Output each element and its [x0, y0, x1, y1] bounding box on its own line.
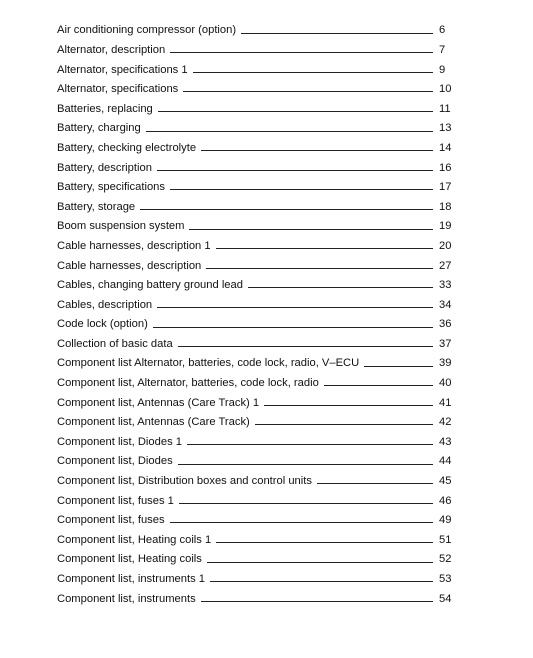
toc-leader-line	[206, 268, 433, 269]
toc-entry[interactable]	[57, 17, 459, 37]
toc-entry-page-number: 39	[439, 357, 452, 370]
toc-entry-title: Alternator, specifications	[57, 83, 179, 96]
toc-entry-page-number: 14	[439, 141, 452, 154]
toc-entry-title: Battery, description	[57, 161, 152, 174]
table-of-contents	[57, 17, 459, 605]
toc-entry[interactable]	[57, 546, 459, 566]
toc-entry[interactable]	[57, 135, 459, 155]
toc-entry-title: Alternator, description	[57, 43, 166, 56]
toc-entry-page-number: 40	[439, 377, 452, 390]
toc-entry[interactable]	[57, 468, 459, 488]
toc-entry-title: Air conditioning compressor (option)	[57, 24, 237, 37]
toc-entry-page-number: 7	[439, 43, 446, 56]
toc-entry-title: Component list, Antennas (Care Track)	[57, 416, 250, 429]
toc-entry-title: Alternator, specifications 1	[57, 63, 188, 76]
toc-entry-title: Component list, Distribution boxes and control units	[57, 475, 312, 488]
toc-entry-page-number: 54	[439, 592, 452, 605]
toc-entry-title: Collection of basic data	[57, 337, 173, 350]
toc-entry-page-number: 41	[439, 396, 452, 409]
toc-leader-line	[193, 72, 433, 73]
toc-entry-page-number: 13	[439, 122, 452, 135]
toc-entry-title: Component list, instruments	[57, 592, 196, 605]
toc-entry-title: Cable harnesses, description	[57, 259, 202, 272]
toc-entry-title: Component list, instruments 1	[57, 573, 205, 586]
toc-entry-page-number: 17	[439, 181, 452, 194]
toc-entry[interactable]	[57, 272, 459, 292]
toc-entry-title: Component list, Heating coils 1	[57, 533, 212, 546]
toc-entry-title: Component list Alternator, batteries, code lock, radio, V–ECU	[57, 357, 360, 370]
toc-entry-page-number: 10	[439, 83, 452, 96]
toc-leader-line	[201, 601, 433, 602]
toc-entry[interactable]	[57, 37, 459, 57]
toc-leader-line	[207, 562, 433, 563]
toc-leader-line	[179, 503, 433, 504]
toc-leader-line	[170, 189, 433, 190]
toc-leader-line	[210, 581, 433, 582]
toc-entry[interactable]	[57, 311, 459, 331]
toc-entry[interactable]	[57, 76, 459, 96]
toc-entry-title: Cables, changing battery ground lead	[57, 279, 243, 292]
toc-leader-line	[140, 209, 433, 210]
toc-entry[interactable]	[57, 389, 459, 409]
toc-leader-line	[170, 52, 433, 53]
toc-entry-title: Component list, fuses	[57, 514, 165, 527]
toc-leader-line	[255, 424, 433, 425]
toc-leader-line	[157, 170, 433, 171]
toc-entry-title: Code lock (option)	[57, 318, 148, 331]
toc-entry[interactable]	[57, 585, 459, 605]
toc-entry-title: Cables, description	[57, 298, 153, 311]
toc-entry-page-number: 33	[439, 279, 452, 292]
toc-leader-line	[157, 307, 433, 308]
toc-entry-page-number: 53	[439, 573, 452, 586]
toc-leader-line	[216, 248, 433, 249]
toc-leader-line	[189, 229, 433, 230]
toc-leader-line	[264, 405, 433, 406]
toc-entry-page-number: 43	[439, 435, 452, 448]
toc-entry[interactable]	[57, 350, 459, 370]
toc-entry-title: Component list, Heating coils	[57, 553, 202, 566]
toc-entry-page-number: 36	[439, 318, 452, 331]
toc-entry-page-number: 37	[439, 337, 452, 350]
toc-entry[interactable]	[57, 448, 459, 468]
toc-leader-line	[216, 542, 433, 543]
toc-entry-page-number: 42	[439, 416, 452, 429]
toc-entry[interactable]	[57, 428, 459, 448]
toc-entry-title: Component list, Antennas (Care Track) 1	[57, 396, 260, 409]
toc-entry[interactable]	[57, 174, 459, 194]
toc-entry-page-number: 51	[439, 533, 452, 546]
toc-entry[interactable]	[57, 291, 459, 311]
toc-entry[interactable]	[57, 526, 459, 546]
toc-entry[interactable]	[57, 193, 459, 213]
toc-leader-line	[158, 111, 433, 112]
toc-entry-page-number: 18	[439, 200, 452, 213]
toc-leader-line	[153, 327, 433, 328]
toc-entry-title: Component list, fuses 1	[57, 494, 174, 507]
toc-entry-title: Battery, charging	[57, 122, 141, 135]
toc-leader-line	[178, 346, 433, 347]
toc-entry-page-number: 27	[439, 259, 452, 272]
toc-leader-line	[183, 91, 433, 92]
toc-leader-line	[241, 33, 433, 34]
toc-entry[interactable]	[57, 56, 459, 76]
toc-leader-line	[146, 131, 433, 132]
toc-entry-title: Component list, Diodes	[57, 455, 173, 468]
toc-entry[interactable]	[57, 115, 459, 135]
toc-entry-page-number: 34	[439, 298, 452, 311]
toc-entry-title: Battery, specifications	[57, 181, 165, 194]
toc-entry[interactable]	[57, 233, 459, 253]
toc-entry-page-number: 16	[439, 161, 452, 174]
toc-leader-line	[187, 444, 433, 445]
toc-entry-page-number: 45	[439, 475, 452, 488]
toc-leader-line	[170, 522, 433, 523]
toc-entry[interactable]	[57, 566, 459, 586]
toc-entry-title: Battery, storage	[57, 200, 136, 213]
toc-entry-title: Boom suspension system	[57, 220, 185, 233]
toc-entry[interactable]	[57, 331, 459, 351]
toc-entry-page-number: 19	[439, 220, 452, 233]
toc-entry[interactable]	[57, 487, 459, 507]
toc-entry[interactable]	[57, 409, 459, 429]
toc-entry[interactable]	[57, 95, 459, 115]
toc-entry-title: Component list, Alternator, batteries, code lock, radio	[57, 377, 319, 390]
toc-entry[interactable]	[57, 213, 459, 233]
toc-entry-page-number: 20	[439, 239, 452, 252]
toc-leader-line	[324, 385, 433, 386]
toc-entry-page-number: 11	[439, 102, 451, 115]
toc-entry[interactable]	[57, 154, 459, 174]
toc-entry-page-number: 9	[439, 63, 446, 76]
toc-entry-page-number: 49	[439, 514, 452, 527]
toc-leader-line	[317, 483, 433, 484]
toc-leader-line	[364, 366, 433, 367]
toc-entry-title: Cable harnesses, description 1	[57, 239, 211, 252]
toc-leader-line	[201, 150, 433, 151]
toc-entry[interactable]	[57, 507, 459, 527]
toc-entry[interactable]	[57, 370, 459, 390]
toc-entry-page-number: 46	[439, 494, 452, 507]
toc-leader-line	[178, 464, 433, 465]
toc-entry-page-number: 44	[439, 455, 452, 468]
toc-leader-line	[248, 287, 433, 288]
toc-entry-page-number: 6	[439, 24, 446, 37]
toc-entry-title: Battery, checking electrolyte	[57, 141, 197, 154]
toc-entry-page-number: 52	[439, 553, 452, 566]
toc-entry-title: Batteries, replacing	[57, 102, 153, 115]
toc-entry-title: Component list, Diodes 1	[57, 435, 182, 448]
toc-entry[interactable]	[57, 252, 459, 272]
